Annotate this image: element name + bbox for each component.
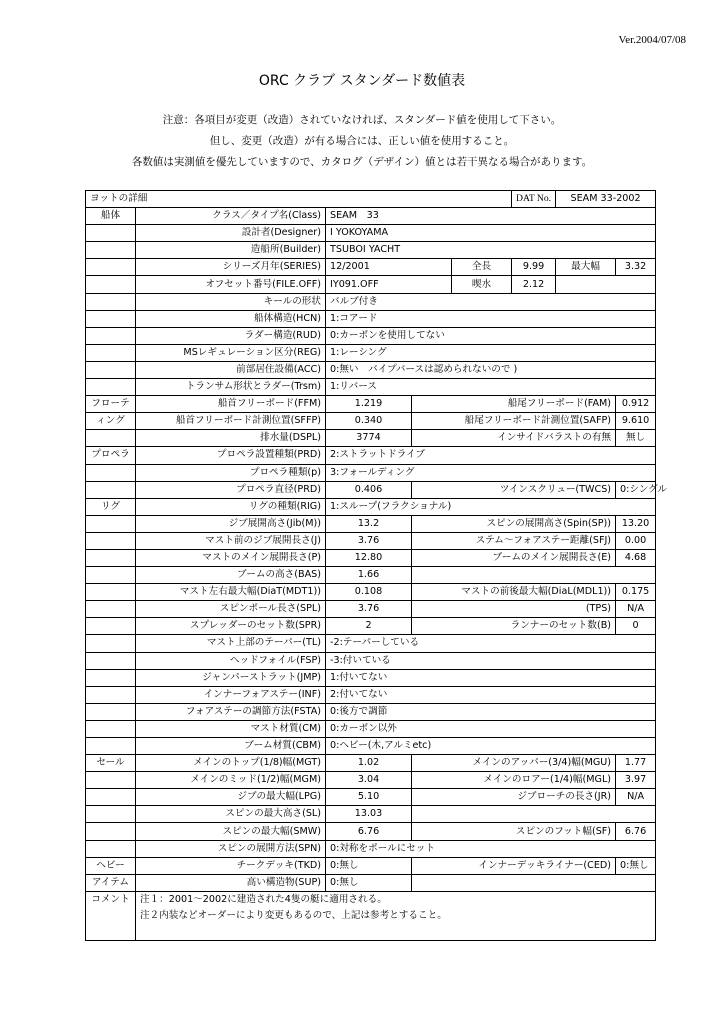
safp-value: 9.610 xyxy=(616,413,656,430)
section-spacer xyxy=(86,379,136,396)
prop-type-label: プロペラ種類(p) xyxy=(136,464,326,481)
mgt-label: メインのトップ(1/8)幅(MGT) xyxy=(136,755,326,772)
inf-value: 2:付いてない xyxy=(326,686,656,703)
table-row xyxy=(86,396,656,413)
table-row xyxy=(86,276,656,293)
table-row xyxy=(86,549,656,566)
section-spacer xyxy=(86,549,136,566)
twin-value: 0:シングル xyxy=(616,481,656,498)
jib-label: ジブ展開高さ(Jib(M)) xyxy=(136,515,326,532)
acc-label: 前部居住設備(ACC) xyxy=(136,361,326,378)
spec-table xyxy=(85,190,668,941)
sf-value: 6.76 xyxy=(616,823,656,840)
ballast-value: 無し xyxy=(616,430,656,447)
table-row xyxy=(86,430,656,447)
tl-value: -2:テーパーしている xyxy=(326,635,656,652)
table-row xyxy=(86,772,656,789)
sup-value: 0:無し xyxy=(326,874,412,891)
loa-value: 9.99 xyxy=(512,259,556,276)
section-spacer xyxy=(86,481,136,498)
empty-cell xyxy=(412,874,656,891)
cm-value: 0:カーボン以外 xyxy=(326,720,656,737)
table-row xyxy=(86,515,656,532)
jib-value: 13.2 xyxy=(326,515,412,532)
sl-label: スピンの最大高さ(SL) xyxy=(136,806,326,823)
fsta-value: 0:後方で調節 xyxy=(326,703,656,720)
section-spacer xyxy=(86,327,136,344)
note-line: 注意：各項目が変更（改造）されていなければ、スタンダード値を使用して下さい。 xyxy=(162,114,562,126)
sl-value: 13.03 xyxy=(326,806,412,823)
mdl1-value: 0.175 xyxy=(616,584,656,601)
keel-label: キールの形状 xyxy=(136,293,326,310)
beam-value: 3.32 xyxy=(616,259,656,276)
note-line: 但し、変更（改造）が有る場合には、正しい値を使用すること。 xyxy=(209,135,515,147)
sfj-value: 0.00 xyxy=(616,532,656,549)
mgl-value: 3.97 xyxy=(616,772,656,789)
lpg-value: 5.10 xyxy=(326,789,412,806)
table-row xyxy=(86,720,656,737)
rig-value: 1:スループ(フラクショナル) xyxy=(326,498,656,515)
reg-value: 1:レーシング xyxy=(326,344,656,361)
twin-label: ツインスクリュー(TWCS) xyxy=(412,481,616,498)
beam-label: 最大幅 xyxy=(556,259,616,276)
mgm-value: 3.04 xyxy=(326,772,412,789)
dat-no-value: SEAM 33-2002 xyxy=(556,191,656,208)
designer-value: I YOKOYAMA xyxy=(326,225,656,242)
section-spacer xyxy=(86,293,136,310)
table-row xyxy=(86,652,656,669)
mgu-label: メインのアッパー(3/4)幅(MGU) xyxy=(412,755,616,772)
series-value: 12/2001 xyxy=(326,259,452,276)
notes xyxy=(0,110,724,173)
table-row xyxy=(86,567,656,584)
section-rig: リグ xyxy=(86,498,136,515)
lpg-label: ジブの最大幅(LPG) xyxy=(136,789,326,806)
section-spacer xyxy=(86,772,136,789)
sffp-value: 0.340 xyxy=(326,413,412,430)
table-row xyxy=(86,601,656,618)
table-row xyxy=(86,208,656,225)
table-row xyxy=(86,344,656,361)
section-spacer xyxy=(86,635,136,652)
tl-label: マスト上部のテーパー(TL) xyxy=(136,635,326,652)
table-row xyxy=(86,738,656,755)
runner-value: 0 xyxy=(616,618,656,635)
table-row xyxy=(86,242,656,259)
empty-cell xyxy=(412,806,656,823)
ced-value: 0:無し xyxy=(616,857,656,874)
empty-cell xyxy=(412,567,656,584)
dat-no-label: DAT No. xyxy=(512,191,556,208)
p-value: 12.80 xyxy=(326,549,412,566)
mdt1-value: 0.108 xyxy=(326,584,412,601)
mdl1-label: マストの前後最大幅(DiaL(MDL1)) xyxy=(412,584,616,601)
table-row xyxy=(86,361,656,378)
class-label: クラス／タイプ名(Class) xyxy=(136,208,326,225)
prd-type-value: 2:ストラットドライブ xyxy=(326,447,656,464)
draft-value: 2.12 xyxy=(512,276,556,293)
spin-label: スピンの展開高さ(Spin(SP)) xyxy=(412,515,616,532)
version-label: Ver.2004/07/08 xyxy=(618,34,686,46)
section-spacer xyxy=(86,618,136,635)
table-row xyxy=(86,413,656,430)
fam-value: 0.912 xyxy=(616,396,656,413)
section-spacer xyxy=(86,344,136,361)
loa-label: 全長 xyxy=(452,259,512,276)
prop-dia-value: 0.406 xyxy=(326,481,412,498)
section-spacer xyxy=(86,669,136,686)
section-spacer xyxy=(86,601,136,618)
table-row xyxy=(86,293,656,310)
cm-label: マスト材質(CM) xyxy=(136,720,326,737)
section-hull: 船体 xyxy=(86,208,136,225)
cbm-label: ブーム材質(CBM) xyxy=(136,738,326,755)
runner-label: ランナーのセット数(B) xyxy=(412,618,616,635)
tps-value: N/A xyxy=(616,601,656,618)
table-row xyxy=(86,874,656,891)
trsm-label: トランサム形状とラダー(Trsm) xyxy=(136,379,326,396)
section-floating: フローテ xyxy=(86,396,136,413)
builder-label: 造船所(Builder) xyxy=(136,242,326,259)
jmp-label: ジャンパーストラット(JMP) xyxy=(136,669,326,686)
section-spacer xyxy=(86,720,136,737)
table-row xyxy=(86,755,656,772)
j-value: 3.76 xyxy=(326,532,412,549)
keel-value: バルブ付き xyxy=(326,293,656,310)
smw-label: スピンの最大幅(SMW) xyxy=(136,823,326,840)
trsm-value: 1:リバース xyxy=(326,379,656,396)
jmp-value: 1:付いてない xyxy=(326,669,656,686)
table-row xyxy=(86,584,656,601)
bas-value: 1.66 xyxy=(326,567,412,584)
section-spacer xyxy=(86,823,136,840)
spl-value: 3.76 xyxy=(326,601,412,618)
offset-value: IY091.OFF xyxy=(326,276,452,293)
spr-label: スプレッダーのセット数(SPR) xyxy=(136,618,326,635)
section-spacer xyxy=(86,430,136,447)
section-spacer xyxy=(86,806,136,823)
spn-label: スピンの展開方法(SPN) xyxy=(136,840,326,857)
yacht-detail-label: ヨットの詳細 xyxy=(86,191,512,208)
section-spacer xyxy=(86,584,136,601)
table-row xyxy=(86,225,656,242)
series-label: シリーズ月年(SERIES) xyxy=(136,259,326,276)
mdt1-label: マスト左右最大幅(DiaT(MDT1)) xyxy=(136,584,326,601)
fam-label: 船尾フリーボード(FAM) xyxy=(412,396,616,413)
prd-type-label: プロペラ設置種類(PRD) xyxy=(136,447,326,464)
fsp-value: -3:付いている xyxy=(326,652,656,669)
section-spacer xyxy=(86,789,136,806)
section-spacer xyxy=(86,532,136,549)
section-spacer xyxy=(86,652,136,669)
fsp-label: ヘッドフォイル(FSP) xyxy=(136,652,326,669)
reg-label: MSレギュレーション区分(REG) xyxy=(136,344,326,361)
section-spacer xyxy=(86,259,136,276)
section-spacer xyxy=(86,225,136,242)
ced-label: インナーデッキライナー(CED) xyxy=(412,857,616,874)
table-row xyxy=(86,857,656,874)
mgt-value: 1.02 xyxy=(326,755,412,772)
jr-label: ジブローチの長さ(JR) xyxy=(412,789,616,806)
smw-value: 6.76 xyxy=(326,823,412,840)
table-row xyxy=(86,840,656,857)
j-label: マスト前のジブ展開長さ(J) xyxy=(136,532,326,549)
table-row xyxy=(86,618,656,635)
designer-label: 設計者(Designer) xyxy=(136,225,326,242)
section-spacer xyxy=(86,686,136,703)
section-spacer xyxy=(86,567,136,584)
table-row xyxy=(86,635,656,652)
header-row xyxy=(86,191,656,208)
table-row xyxy=(86,532,656,549)
ballast-label: インサイドバラストの有無 xyxy=(412,430,616,447)
table-row xyxy=(86,464,656,481)
table-row xyxy=(86,498,656,515)
acc-value: 0:無い バイプバースは認められないので ) xyxy=(326,361,656,378)
spn-value: 0:対称をポールにセット xyxy=(326,840,656,857)
safp-label: 船尾フリーボード計測位置(SAFP) xyxy=(412,413,616,430)
section-spacer xyxy=(86,703,136,720)
bas-label: ブームの高さ(BAS) xyxy=(136,567,326,584)
jr-value: N/A xyxy=(616,789,656,806)
comment-cell xyxy=(136,891,656,940)
section-heavy: ヘビー xyxy=(86,857,136,874)
table-row xyxy=(86,327,656,344)
mgm-label: メインのミッド(1/2)幅(MGM) xyxy=(136,772,326,789)
dspl-value: 3774 xyxy=(326,430,412,447)
table-row xyxy=(86,259,656,276)
builder-value: TSUBOI YACHT xyxy=(326,242,656,259)
class-value: SEAM 33 xyxy=(326,208,656,225)
e-value: 4.68 xyxy=(616,549,656,566)
section-spacer xyxy=(86,242,136,259)
section-spacer xyxy=(86,738,136,755)
section-spacer xyxy=(86,464,136,481)
sfj-label: ステム～フォアステー距離(SFJ) xyxy=(412,532,616,549)
comment-line: 注２内装などオーダーにより変更もあるので、上記は参考とすること。 xyxy=(140,909,447,921)
mgu-value: 1.77 xyxy=(616,755,656,772)
rud-label: ラダー構造(RUD) xyxy=(136,327,326,344)
table-row xyxy=(86,806,656,823)
dspl-label: 排水量(DSPL) xyxy=(136,430,326,447)
p-label: マストのメイン展開長さ(P) xyxy=(136,549,326,566)
table-row xyxy=(86,310,656,327)
cbm-value: 0:ヘビー(木,アルミetc) xyxy=(326,738,656,755)
table-row xyxy=(86,447,656,464)
section-floating-line2: ィング xyxy=(86,413,136,430)
table-row xyxy=(86,823,656,840)
spr-value: 2 xyxy=(326,618,412,635)
hcn-label: 船体構造(HCN) xyxy=(136,310,326,327)
table-row xyxy=(86,481,656,498)
sf-label: スピンのフット幅(SF) xyxy=(412,823,616,840)
page-title: ORC クラブ スタンダード数値表 xyxy=(258,73,466,89)
ffm-label: 船首フリーボード(FFM) xyxy=(136,396,326,413)
table-row xyxy=(86,669,656,686)
section-propeller: プロペラ xyxy=(86,447,136,464)
draft-label: 喫水 xyxy=(452,276,512,293)
spl-label: スピンポール長さ(SPL) xyxy=(136,601,326,618)
fsta-label: フォアステーの調節方法(FSTA) xyxy=(136,703,326,720)
offset-label: オフセット番号(FILE.OFF) xyxy=(136,276,326,293)
prop-dia-label: プロペラ直径(PRD) xyxy=(136,481,326,498)
comment-line: 注１：2001～2002に建造された4隻の艇に適用される。 xyxy=(140,893,387,905)
note-line: 各数値は実測値を優先していますので、カタログ（デザイン）値とは若干異なる場合があります。 xyxy=(131,156,593,168)
section-sail: セール xyxy=(86,755,136,772)
mgl-label: メインのロアー(1/4)幅(MGL) xyxy=(412,772,616,789)
comment-row xyxy=(86,891,656,940)
sffp-label: 船首フリーボード計測位置(SFFP) xyxy=(136,413,326,430)
tkd-value: 0:無し xyxy=(326,857,412,874)
section-comment: コメント xyxy=(86,891,136,940)
section-spacer xyxy=(86,840,136,857)
section-spacer xyxy=(86,276,136,293)
empty-cell xyxy=(556,276,656,293)
section-spacer xyxy=(86,361,136,378)
tkd-label: チークデッキ(TKD) xyxy=(136,857,326,874)
tps-label: (TPS) xyxy=(412,601,616,618)
e-label: ブームのメイン展開長さ(E) xyxy=(412,549,616,566)
spin-value: 13.20 xyxy=(616,515,656,532)
inf-label: インナーフォアステー(INF) xyxy=(136,686,326,703)
table-row xyxy=(86,789,656,806)
sup-label: 高い構造物(SUP) xyxy=(136,874,326,891)
table-row xyxy=(86,379,656,396)
section-heavy-line2: アイテム xyxy=(86,874,136,891)
section-spacer xyxy=(86,515,136,532)
table-row xyxy=(86,686,656,703)
hcn-value: 1:コアード xyxy=(326,310,656,327)
ffm-value: 1.219 xyxy=(326,396,412,413)
rig-label: リグの種類(RIG) xyxy=(136,498,326,515)
table-row xyxy=(86,703,656,720)
section-spacer xyxy=(86,310,136,327)
prop-type-value: 3:フォールディング xyxy=(326,464,656,481)
rud-value: 0:カーボンを使用してない xyxy=(326,327,656,344)
